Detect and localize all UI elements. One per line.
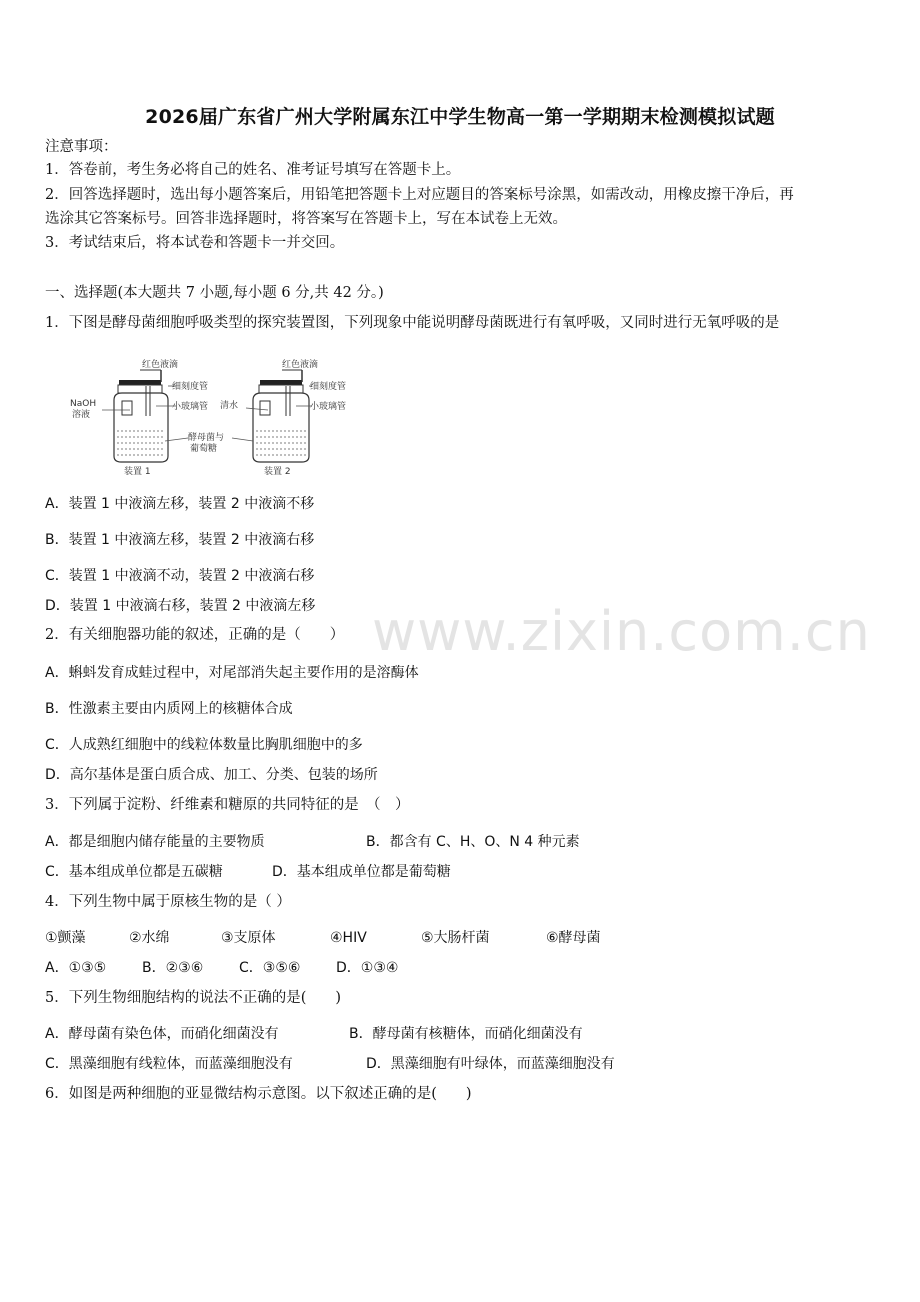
label-scale-tube-2: 细刻度管 (310, 382, 347, 392)
q2-option-b: B．性激素主要由内质网上的核糖体合成 (45, 701, 293, 717)
q2-stem: 2．有关细胞器功能的叙述，正确的是（ ） (45, 627, 345, 643)
q5-option-b: B．酵母菌有核糖体，而硝化细菌没有 (349, 1026, 583, 1042)
q5-stem: 5．下列生物细胞结构的说法不正确的是( ) (45, 990, 342, 1006)
label-red-drop-1: 红色液滴 (142, 360, 179, 370)
q4-item-6: ⑥酵母菌 (546, 930, 601, 946)
notes-item-1: 1．答卷前，考生务必将自己的姓名、准考证号填写在答题卡上。 (45, 162, 461, 178)
device-2-drawing (232, 370, 312, 462)
q5-option-c: C．黑藻细胞有线粒体，而蓝藻细胞没有 (45, 1056, 293, 1072)
q2-option-d: D．高尔基体是蛋白质合成、加工、分类、包装的场所 (45, 767, 378, 783)
label-naoh-solution: 溶液 (72, 410, 91, 420)
q4-item-1: ①颤藻 (45, 930, 86, 946)
q1-option-a: A．装置 1 中液滴左移，装置 2 中液滴不移 (45, 496, 315, 512)
watermark: www.zixin.com.cn (372, 600, 871, 663)
q3-option-c: C．基本组成单位都是五碳糖 (45, 864, 223, 880)
q3-stem: 3．下列属于淀粉、纤维素和糖原的共同特征的是 （ ） (45, 797, 410, 813)
q4-option-c: C．③⑤⑥ (239, 960, 301, 976)
notes-heading: 注意事项： (45, 139, 118, 155)
notes-item-2-cont: 选涂其它答案标号。回答非选择题时，将答案写在答题卡上，写在本试卷上无效。 (45, 211, 567, 227)
q5-option-d: D．黑藻细胞有叶绿体，而蓝藻细胞没有 (366, 1056, 615, 1072)
q2-option-c: C．人成熟红细胞中的线粒体数量比胸肌细胞中的多 (45, 737, 363, 753)
q4-item-4: ④HIV (330, 930, 367, 946)
q4-item-2: ②水绵 (129, 930, 170, 946)
notes-item-3: 3．考试结束后，将本试卷和答题卡一并交回。 (45, 235, 345, 251)
apparatus-figure (64, 356, 364, 478)
label-yeast: 酵母菌与 (188, 433, 225, 443)
q4-item-5: ⑤大肠杆菌 (421, 930, 490, 946)
q3-option-b: B．都含有 C、H、O、N 4 种元素 (366, 834, 580, 850)
q4-option-a: A．①③⑤ (45, 960, 107, 976)
q6-stem: 6．如图是两种细胞的亚显微结构示意图。以下叙述正确的是( ) (45, 1086, 472, 1102)
label-naoh: NaOH (70, 399, 97, 409)
label-glass-tube-2: 小玻璃管 (310, 402, 347, 412)
q4-item-3: ③支原体 (221, 930, 276, 946)
label-scale-tube-1: 细刻度管 (172, 382, 209, 392)
q1-stem: 1．下图是酵母菌细胞呼吸类型的探究装置图，下列现象中能说明酵母菌既进行有氧呼吸，又同时进行无氧呼吸的是 (45, 315, 780, 331)
q1-option-b: B．装置 1 中液滴左移，装置 2 中液滴右移 (45, 532, 315, 548)
label-glucose: 葡萄糖 (190, 444, 218, 454)
notes-item-2: 2．回答选择题时，选出每小题答案后，用铅笔把答题卡上对应题目的答案标号涂黑，如需改动，用橡皮擦干净后，再 (45, 187, 794, 203)
section-heading: 一、选择题(本大题共 7 小题,每小题 6 分,共 42 分。) (45, 285, 384, 301)
q5-option-a: A．酵母菌有染色体，而硝化细菌没有 (45, 1026, 279, 1042)
q4-option-d: D．①③④ (336, 960, 399, 976)
label-red-drop-2: 红色液滴 (282, 360, 319, 370)
q1-option-c: C．装置 1 中液滴不动，装置 2 中液滴右移 (45, 568, 315, 584)
label-glass-tube-1: 小玻璃管 (172, 402, 209, 412)
q3-option-a: A．都是细胞内储存能量的主要物质 (45, 834, 265, 850)
q4-stem: 4．下列生物中属于原核生物的是（ ） (45, 894, 291, 910)
q3-option-d: D．基本组成单位都是葡萄糖 (272, 864, 451, 880)
label-device-2: 装置 2 (264, 467, 291, 477)
q4-option-b: B．②③⑥ (142, 960, 204, 976)
page-title: 2026届广东省广州大学附属东江中学生物高一第一学期期末检测模拟试题 (145, 106, 775, 128)
q2-option-a: A．蝌蚪发育成蛙过程中，对尾部消失起主要作用的是溶酶体 (45, 665, 419, 681)
label-clear-water: 清水 (220, 401, 239, 411)
q1-option-d: D．装置 1 中液滴右移，装置 2 中液滴左移 (45, 598, 316, 614)
label-device-1: 装置 1 (124, 467, 151, 477)
